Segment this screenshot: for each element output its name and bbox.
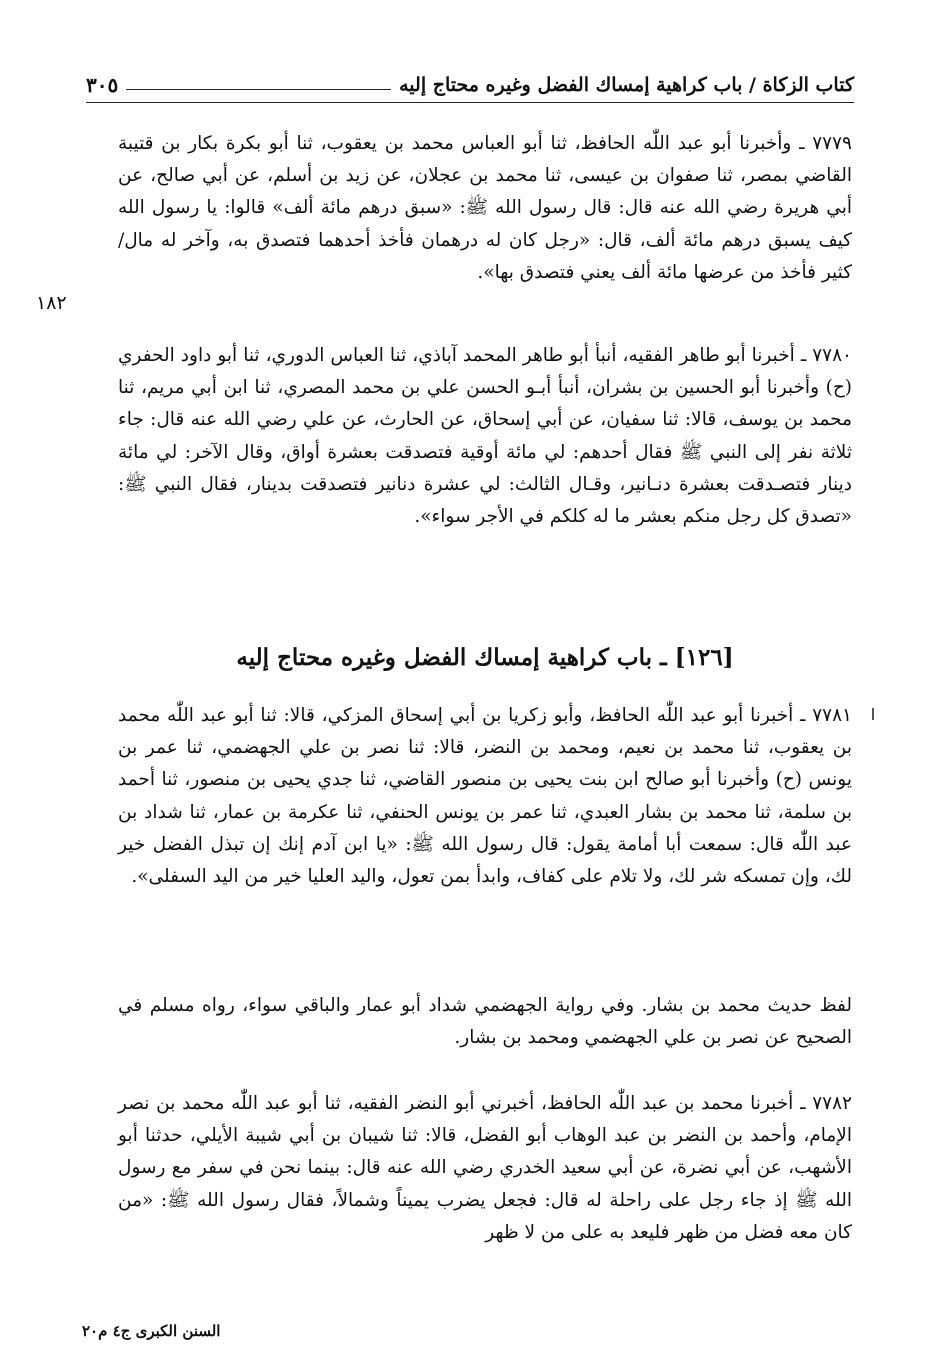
running-header [86, 68, 854, 103]
running-title: كتاب الزكاة / باب كراهية إمساك الفضل وغيره محتاج إليه [399, 74, 854, 96]
commentary-note: لفظ حديث محمد بن بشار. وفي رواية الجهضمي شداد أبو عمار والباقي سواء، رواه مسلم في الصحيح عن نصر بن علي الجهضمي ومحمد بن بشار. [118, 995, 852, 1049]
hadith-7781: ٧٧٨١ ـ أخبرنا أبو عبد اللّٰه الحافظ، وأبو زكريا بن أبي إسحاق المزكي، قالا: ثنا أبو عبد اللّٰه محمد بن يعقوب، ثنا محمد بن نعيم، ومحمد بن النضر، قالا: ثنا نصر بن علي الجهضمي، ثنا عمر بن يونس (ح) وأخبرنا أبو صالح ابن بنت يحيى بن منصور القاضي، ثنا جدي يحيى بن منصور، ثنا أحمد بن سلمة، ثنا محمد بن بشار العبدي، ثنا عمر بن يونس الحنفي، ثنا عكرمة بن عمار، ثنا شداد بن عبد اللّٰه قال: سمعت أبا أمامة يقول: قال رسول الله ﷺ: «يا ابن آدم إنك إن تبذل الفضل خير لك، وإن تمسكه شر لك، ولا تلام على كفاف، وابدأ بمن تعول، واليد العليا خير من اليد السفلى». [118, 705, 852, 888]
header-rule [126, 89, 391, 90]
chapter-heading: [١٢٦] ـ باب كراهية إمساك الفضل وغيره محتاج إليه [236, 644, 734, 671]
margin-mark [872, 708, 874, 720]
margin-page-number: ١٨٢ [36, 292, 67, 314]
hadith-7780: ٧٧٨٠ ـ أخبرنا أبو طاهر الفقيه، أنبأ أبو طاهر المحمد آباذي، ثنا العباس الدوري، ثنا أبو داود الحفري (ح) وأخبرنا أبو الحسين بن بشران، أنبأ أبـو الحسن علي بن محمد المصري، ثنا ابن أبي مريم، ثنا محمد بن يوسف، قالا: ثنا سفيان، عن أبي إسحاق، عن الحارث، عن علي رضي الله عنه قال: جاء ثلاثة نفر إلى النبي ﷺ فقال أحدهم: لي مائة أوقية فتصدقت بعشرة أواق، وقال الآخر: لي مائة دينار فتصـدقت بعشرة دنـانير، وقـال الثالث: لي عشرة دنانير فتصدقت بدينار، فقال النبي ﷺ: «تصدق كل رجل منكم بعشر ما له كلكم في الأجر سواء». [118, 345, 852, 528]
hadith-7782: ٧٧٨٢ ـ أخبرنا محمد بن عبد اللّٰه الحافظ، أخبرني أبو النضر الفقيه، ثنا أبو عبد اللّٰه محمد بن نصر الإمام، وأحمد بن النضر بن عبد الوهاب أبو الفضل، قالا: ثنا شيبان بن أبي شيبة الأيلي، حدثنا أبو الأشهب، عن أبي نضرة، عن أبي سعيد الخدري رضي الله عنه قال: بينما نحن في سفر مع رسول الله ﷺ إذ جاء رجل على راحلة له قال: فجعل يضرب يميناً وشمالاً، فقال رسول الله ﷺ: «من كان معه فضل من ظهر فليعد به على من لا ظهر [118, 1093, 852, 1243]
page-number: ٣٠٥ [86, 73, 119, 97]
volume-signature: السنن الكبرى ج٤ م٢٠ [82, 1322, 221, 1340]
hadith-7779: ٧٧٧٩ ـ وأخبرنا أبو عبد اللّٰه الحافظ، ثنا أبو العباس محمد بن يعقوب، ثنا أبو بكرة بكار بن قتيبة القاضي بمصر، ثنا صفوان بن عيسى، ثنا محمد بن عجلان، عن زيد بن أسلم، عن أبي صالح، عن أبي هريرة رضي الله عنه قال: قال رسول الله ﷺ: «سبق درهم مائة ألف» قالوا: يا رسول الله كيف يسبق درهم مائة ألف، قال: «رجل كان له درهمان فأخذ أحدهما فتصدق به، وآخر له مال/ كثير فأخذ من عرضها مائة ألف يعني فتصدق بها». [118, 133, 852, 283]
